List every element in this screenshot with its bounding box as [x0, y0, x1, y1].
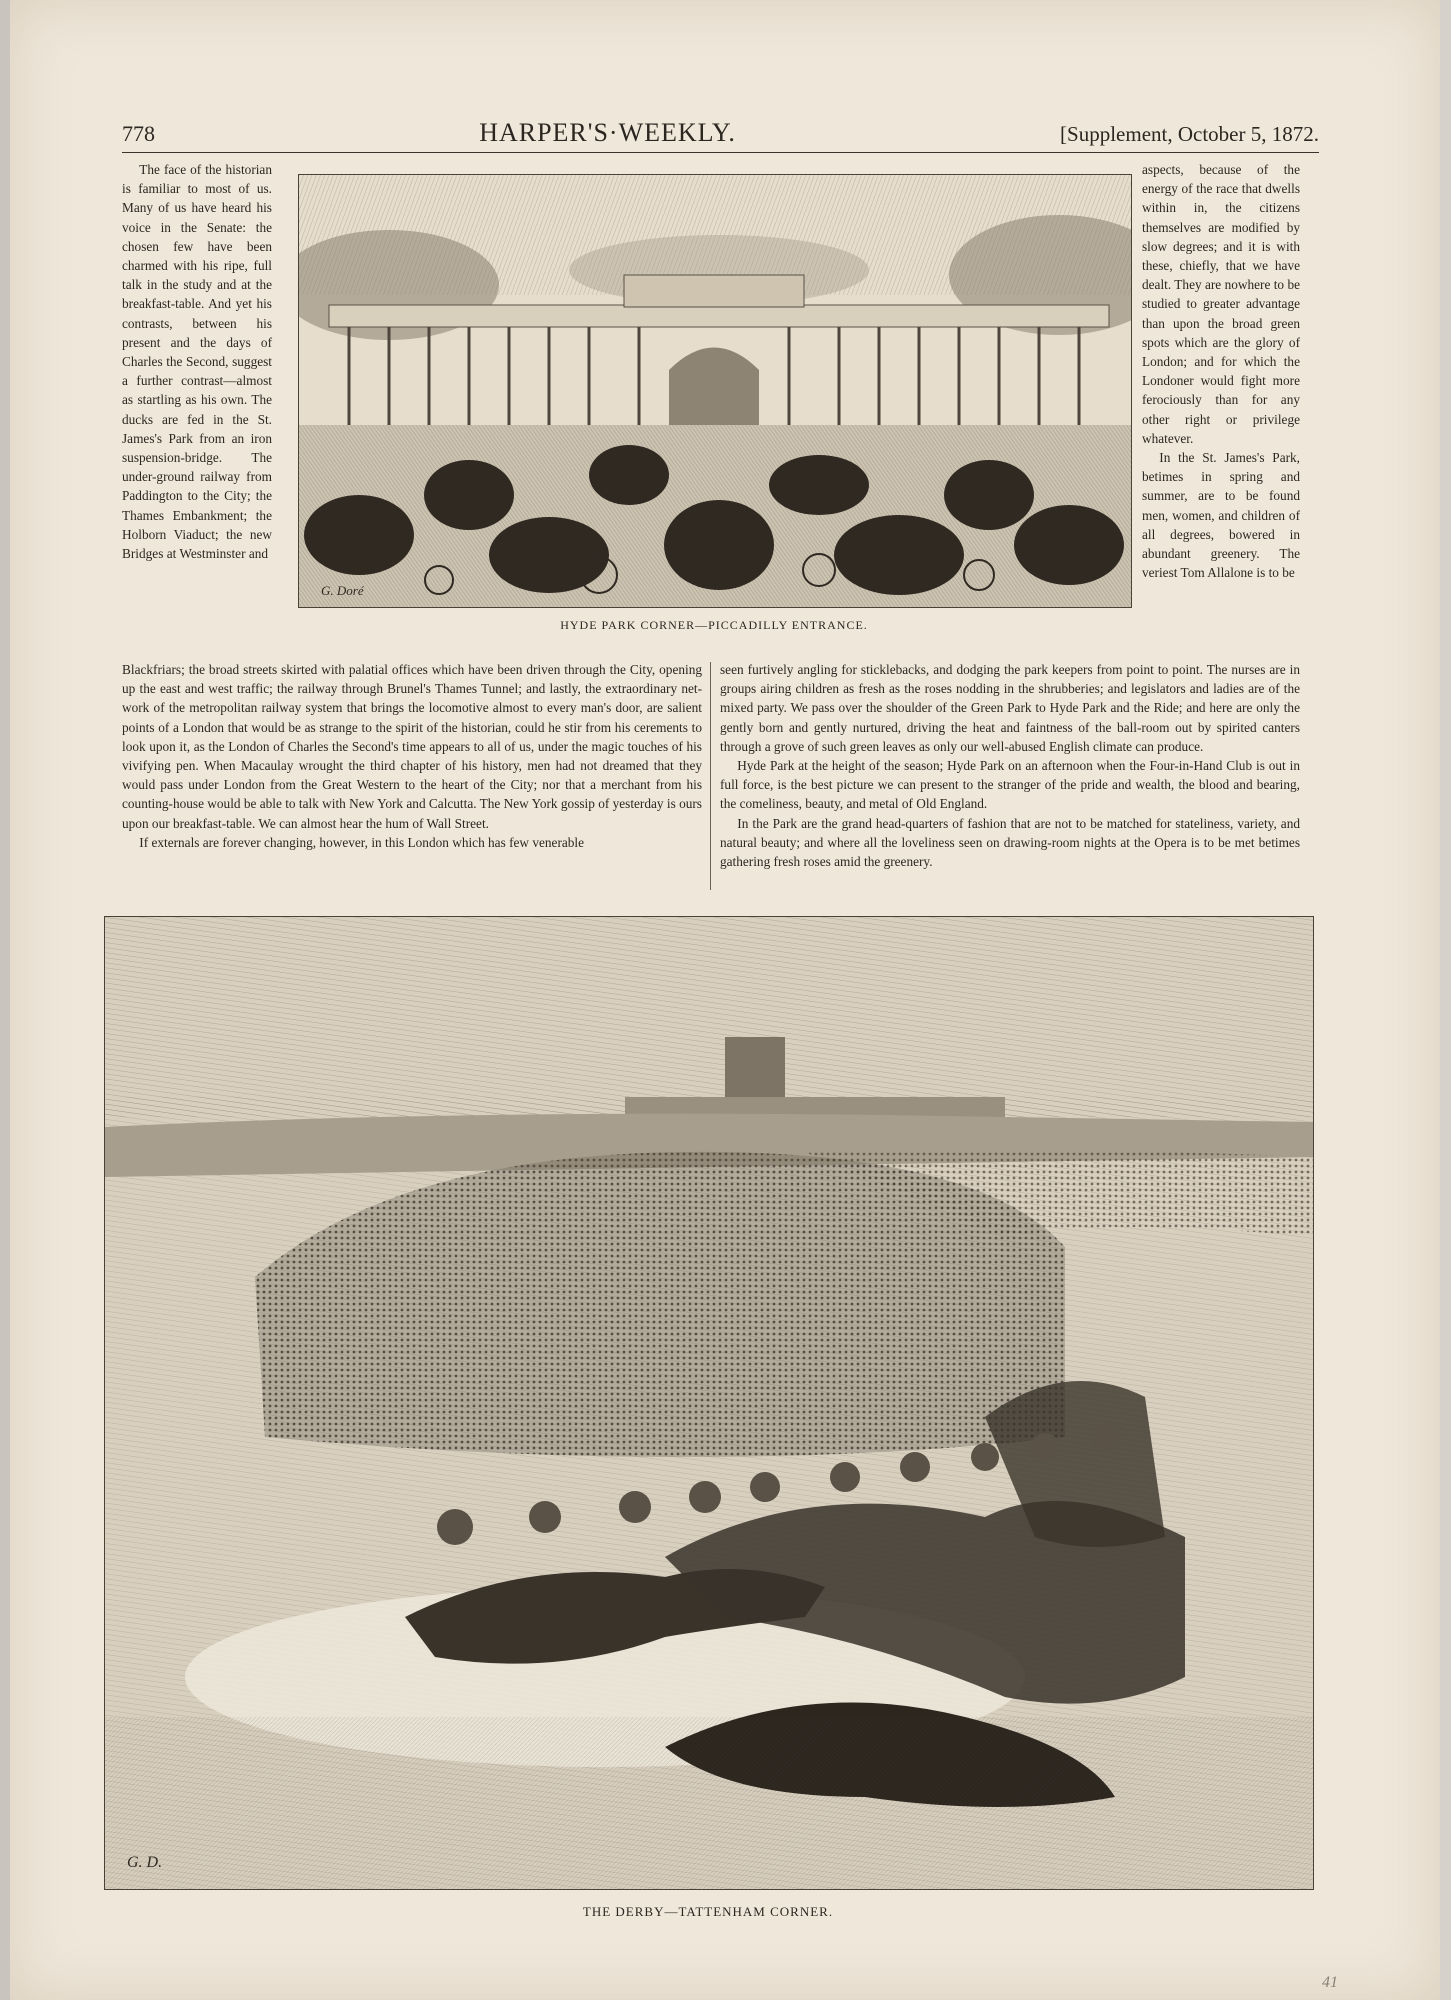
- mount-edge: [0, 0, 10, 2000]
- paragraph: In the St. James's Park, betimes in spring and summer, are to be found men, women, and children of all degrees, bowered in abundant greenery. The veriest Tom Allalone is to be: [1142, 450, 1300, 581]
- left-column-top: [122, 160, 272, 563]
- column-rule: [710, 662, 711, 890]
- paragraph: seen furtively angling for sticklebacks, and dodging the park keepers from point to point. The nurses are in groups airing children as fresh as the roses nodding in the shrubberies; and legislators and ladies are of the mixed party. We pass over the shoulder of the Green Park to Hyde Park and the Ride; and here are only the gently born and gently nurtured, driving the heat and faintness of the ball-room out by spirited canters through a grove of such green leaves as only our well-abused English climate can produce.: [720, 662, 1300, 754]
- paragraph: The face of the historian is familiar to most of us. Many of us have heard his voice in the Senate: the chosen few have been charmed with his ripe, full talk in the study and at the breakfast-table. And yet his contrasts, between his present and the days of Charles the Second, suggest a further contrast—almost as startling as his own. The ducks are fed in the St. James's Park from an iron suspension-bridge. The under-ground railway from Paddington to the City; the Thames Embankment; the Holborn Viaduct; the new Bridges at Westminster and: [122, 162, 272, 562]
- hyde-park-illustration: [299, 175, 1131, 607]
- derby-illustration: [105, 917, 1313, 1889]
- paragraph: In the Park are the grand head-quarters of fashion that are not to be matched for stateliness, variety, and natural beauty; and where all the loveliness seen on drawing-room nights at the Opera is to be met betimes gathering fresh roses amid the greenery.: [720, 815, 1300, 870]
- right-column-top: [1142, 160, 1300, 582]
- hyde-park-engraving: [298, 174, 1132, 608]
- top-figure-caption: HYDE PARK CORNER—PICCADILLY ENTRANCE.: [560, 618, 868, 632]
- paragraph: If externals are forever changing, however, in this London which has few venerable: [139, 834, 585, 850]
- bottom-left-column: [122, 660, 702, 852]
- top-signature: G. Doré: [321, 583, 364, 598]
- bottom-figure-caption: THE DERBY—TATTENHAM CORNER.: [582, 1904, 834, 1919]
- paragraph: aspects, because of the energy of the race that dwells within in, the citizens themselves are modified by slow degrees; and it is with these, chiefly, that we have dealt. They are nowhere to be studied to greater advantage than upon the broad green spots which are the glory of London; and for which the Londoner would fight more ferociously than for any other right or privilege whatever.: [1142, 162, 1300, 446]
- bottom-signature: G. D.: [127, 1854, 163, 1871]
- page-number: 778: [122, 121, 155, 146]
- paragraph: Hyde Park at the height of the season; Hyde Park on an afternoon when the Four-in-Hand Club is out in full force, is the best picture we can present to the stranger of the pride and wealth, the blood and bearing, the comeliness, beauty, and metal of Old England.: [720, 758, 1300, 812]
- issue-date: [Supplement, October 5, 1872.: [1060, 122, 1319, 146]
- derby-engraving: [104, 916, 1314, 1890]
- bottom-right-column: [720, 660, 1300, 871]
- paragraph: Blackfriars; the broad streets skirted with palatial offices which have been driven through the City, opening up the east and west traffic; the railway through Brunel's Thames Tunnel; and lastly, the extraordinary net-work of the metropolitan railway system that brings the locomotive almost to every man's door, are salient points of a London that would be as strange to the spirit of the historian, could he stir from his cerements to look upon it, as the London of Charles the Second's time appears to all of us, under the magic touches of his vivifying pen. When Macaulay wrought the third chapter of his history, men had not dreamed that they would pass under London from the Great Western to the heart of the City; nor that a merchant from his counting-house would be able to talk with New York and Calcutta. The New York gossip of yesterday is ours upon our breakfast-table. We can almost hear the hum of Wall Street.: [122, 662, 702, 831]
- masthead: [122, 118, 1319, 153]
- mount-edge-right: [1440, 0, 1451, 2000]
- pencil-annotation: 41: [1322, 1974, 1338, 1991]
- grandstand: [725, 1037, 785, 1107]
- publication-title: HARPER'S·WEEKLY.: [479, 118, 736, 147]
